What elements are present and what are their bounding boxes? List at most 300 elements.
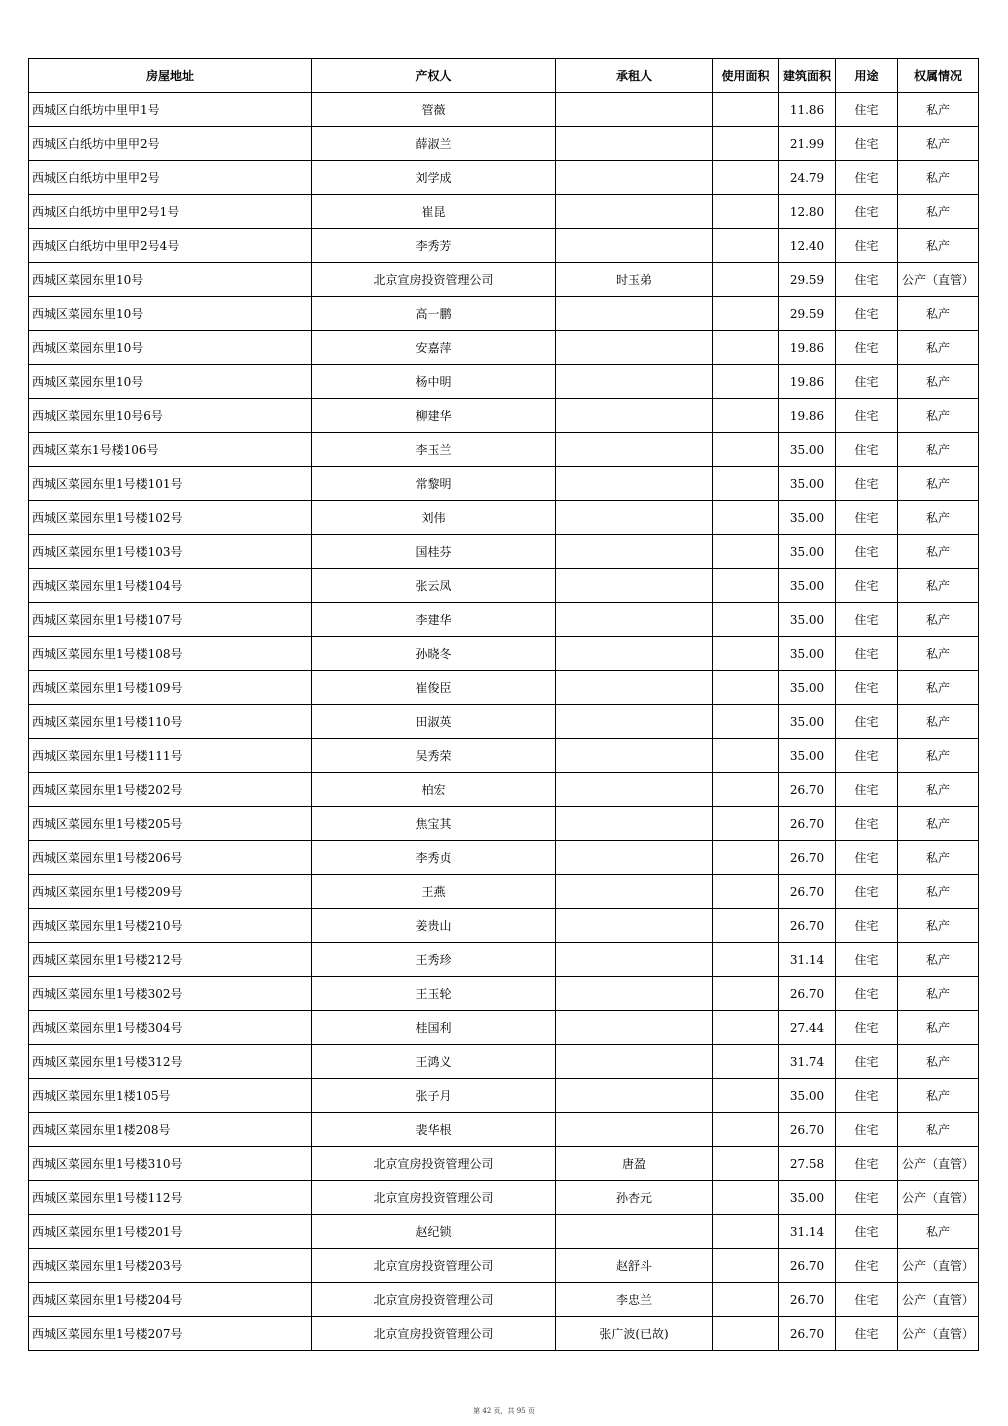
cell-tenant: [556, 365, 713, 399]
cell-building-area: 26.70: [779, 841, 836, 875]
cell-address: 西城区菜园东里1号楼209号: [29, 875, 312, 909]
cell-usage: 住宅: [836, 331, 898, 365]
cell-usage: 住宅: [836, 501, 898, 535]
cell-tenant: [556, 161, 713, 195]
cell-usage: 住宅: [836, 263, 898, 297]
cell-usable-area: [713, 1181, 779, 1215]
cell-building-area: 35.00: [779, 535, 836, 569]
cell-owner: 安嘉萍: [312, 331, 556, 365]
cell-building-area: 35.00: [779, 433, 836, 467]
cell-usable-area: [713, 1215, 779, 1249]
cell-usage: 住宅: [836, 807, 898, 841]
cell-tenant: [556, 1011, 713, 1045]
cell-building-area: 26.70: [779, 1249, 836, 1283]
cell-usable-area: [713, 297, 779, 331]
cell-usage: 住宅: [836, 467, 898, 501]
cell-owner: 桂国利: [312, 1011, 556, 1045]
cell-usage: 住宅: [836, 1215, 898, 1249]
cell-owner: 焦宝其: [312, 807, 556, 841]
table-row: [29, 331, 979, 365]
cell-owner: 北京宣房投资管理公司: [312, 1249, 556, 1283]
cell-address: 西城区菜园东里10号: [29, 297, 312, 331]
cell-usable-area: [713, 943, 779, 977]
table-row: [29, 569, 979, 603]
cell-building-area: 19.86: [779, 365, 836, 399]
cell-owner: 赵纪锁: [312, 1215, 556, 1249]
cell-ownership: 私产: [898, 229, 979, 263]
cell-usage: 住宅: [836, 1045, 898, 1079]
cell-tenant: 时玉弟: [556, 263, 713, 297]
cell-ownership: 私产: [898, 365, 979, 399]
cell-address: 西城区白纸坊中里甲2号4号: [29, 229, 312, 263]
cell-usable-area: [713, 569, 779, 603]
cell-owner: 张子月: [312, 1079, 556, 1113]
cell-tenant: 张广波(已故): [556, 1317, 713, 1351]
cell-address: 西城区白纸坊中里甲2号1号: [29, 195, 312, 229]
cell-usage: 住宅: [836, 1113, 898, 1147]
cell-usage: 住宅: [836, 1011, 898, 1045]
cell-tenant: [556, 1045, 713, 1079]
cell-usable-area: [713, 773, 779, 807]
cell-usable-area: [713, 1045, 779, 1079]
header-building-area: 建筑面积: [779, 59, 836, 93]
cell-owner: 刘学成: [312, 161, 556, 195]
table-row: [29, 399, 979, 433]
cell-usage: 住宅: [836, 161, 898, 195]
cell-ownership: 公产（直管）: [898, 263, 979, 297]
cell-address: 西城区菜园东里1号楼310号: [29, 1147, 312, 1181]
cell-owner: 管薇: [312, 93, 556, 127]
table-row: [29, 637, 979, 671]
cell-ownership: 私产: [898, 1113, 979, 1147]
cell-building-area: 31.74: [779, 1045, 836, 1079]
cell-tenant: 李忠兰: [556, 1283, 713, 1317]
cell-owner: 吴秀荣: [312, 739, 556, 773]
cell-address: 西城区菜园东里1号楼101号: [29, 467, 312, 501]
cell-building-area: 35.00: [779, 671, 836, 705]
cell-usage: 住宅: [836, 671, 898, 705]
cell-tenant: [556, 739, 713, 773]
cell-usage: 住宅: [836, 1283, 898, 1317]
cell-usable-area: [713, 1113, 779, 1147]
header-owner: 产权人: [312, 59, 556, 93]
table-row: [29, 1181, 979, 1215]
cell-owner: 崔昆: [312, 195, 556, 229]
table-row: [29, 161, 979, 195]
cell-building-area: 26.70: [779, 875, 836, 909]
cell-tenant: [556, 705, 713, 739]
cell-address: 西城区菜园东里10号: [29, 331, 312, 365]
cell-address: 西城区菜园东里1号楼304号: [29, 1011, 312, 1045]
cell-ownership: 私产: [898, 127, 979, 161]
cell-usage: 住宅: [836, 943, 898, 977]
cell-building-area: 27.44: [779, 1011, 836, 1045]
cell-tenant: [556, 1079, 713, 1113]
cell-address: 西城区菜园东里1号楼203号: [29, 1249, 312, 1283]
cell-tenant: [556, 195, 713, 229]
cell-address: 西城区菜园东里1号楼107号: [29, 603, 312, 637]
table-row: [29, 501, 979, 535]
cell-owner: 崔俊臣: [312, 671, 556, 705]
table-row: [29, 467, 979, 501]
cell-ownership: 私产: [898, 1045, 979, 1079]
cell-usage: 住宅: [836, 365, 898, 399]
cell-tenant: [556, 467, 713, 501]
cell-usage: 住宅: [836, 909, 898, 943]
cell-usage: 住宅: [836, 229, 898, 263]
cell-owner: 王鸿义: [312, 1045, 556, 1079]
table-row: [29, 297, 979, 331]
property-table: [28, 58, 979, 1351]
cell-tenant: [556, 773, 713, 807]
cell-usable-area: [713, 535, 779, 569]
table-row: [29, 705, 979, 739]
cell-usage: 住宅: [836, 705, 898, 739]
cell-address: 西城区菜园东里1号楼102号: [29, 501, 312, 535]
table-row: [29, 1317, 979, 1351]
cell-building-area: 26.70: [779, 773, 836, 807]
cell-address: 西城区菜园东里1楼105号: [29, 1079, 312, 1113]
cell-usable-area: [713, 875, 779, 909]
table-row: [29, 773, 979, 807]
cell-building-area: 35.00: [779, 467, 836, 501]
cell-tenant: [556, 977, 713, 1011]
cell-owner: 北京宣房投资管理公司: [312, 263, 556, 297]
cell-address: 西城区菜园东里1号楼202号: [29, 773, 312, 807]
cell-tenant: [556, 909, 713, 943]
cell-owner: 北京宣房投资管理公司: [312, 1283, 556, 1317]
cell-address: 西城区菜园东里1号楼207号: [29, 1317, 312, 1351]
cell-building-area: 31.14: [779, 1215, 836, 1249]
cell-ownership: 公产（直管）: [898, 1283, 979, 1317]
cell-tenant: [556, 127, 713, 161]
cell-usable-area: [713, 365, 779, 399]
cell-building-area: 35.00: [779, 501, 836, 535]
cell-building-area: 12.40: [779, 229, 836, 263]
cell-building-area: 35.00: [779, 1079, 836, 1113]
table-row: [29, 433, 979, 467]
cell-usable-area: [713, 93, 779, 127]
cell-usage: 住宅: [836, 637, 898, 671]
cell-address: 西城区白纸坊中里甲2号: [29, 127, 312, 161]
cell-address: 西城区菜园东里1号楼111号: [29, 739, 312, 773]
table-row: [29, 263, 979, 297]
cell-usable-area: [713, 1147, 779, 1181]
cell-ownership: 私产: [898, 195, 979, 229]
cell-tenant: [556, 569, 713, 603]
cell-usable-area: [713, 263, 779, 297]
cell-usable-area: [713, 1283, 779, 1317]
cell-owner: 北京宣房投资管理公司: [312, 1181, 556, 1215]
cell-usable-area: [713, 603, 779, 637]
cell-building-area: 29.59: [779, 263, 836, 297]
table-row: [29, 909, 979, 943]
cell-usable-area: [713, 1079, 779, 1113]
cell-ownership: 私产: [898, 739, 979, 773]
cell-usable-area: [713, 501, 779, 535]
cell-owner: 李秀贞: [312, 841, 556, 875]
cell-address: 西城区菜园东里1号楼212号: [29, 943, 312, 977]
table-row: [29, 535, 979, 569]
table-row: [29, 841, 979, 875]
cell-building-area: 26.70: [779, 977, 836, 1011]
cell-building-area: 12.80: [779, 195, 836, 229]
table-row: [29, 1215, 979, 1249]
cell-tenant: [556, 1113, 713, 1147]
cell-usage: 住宅: [836, 1317, 898, 1351]
header-usage: 用途: [836, 59, 898, 93]
cell-usable-area: [713, 127, 779, 161]
cell-ownership: 私产: [898, 1215, 979, 1249]
cell-tenant: [556, 1215, 713, 1249]
cell-usable-area: [713, 399, 779, 433]
cell-usable-area: [713, 705, 779, 739]
cell-tenant: [556, 93, 713, 127]
cell-usage: 住宅: [836, 977, 898, 1011]
cell-building-area: 26.70: [779, 807, 836, 841]
cell-owner: 李建华: [312, 603, 556, 637]
cell-building-area: 26.70: [779, 1317, 836, 1351]
table-row: [29, 1045, 979, 1079]
table-row: [29, 1113, 979, 1147]
cell-building-area: 21.99: [779, 127, 836, 161]
table-row: [29, 93, 979, 127]
cell-ownership: 私产: [898, 569, 979, 603]
cell-ownership: 公产（直管）: [898, 1249, 979, 1283]
cell-owner: 薛淑兰: [312, 127, 556, 161]
cell-building-area: 35.00: [779, 569, 836, 603]
header-ownership: 权属情况: [898, 59, 979, 93]
cell-usable-area: [713, 977, 779, 1011]
cell-usage: 住宅: [836, 1249, 898, 1283]
cell-tenant: [556, 331, 713, 365]
cell-tenant: [556, 841, 713, 875]
table-row: [29, 229, 979, 263]
cell-ownership: 私产: [898, 875, 979, 909]
cell-ownership: 私产: [898, 399, 979, 433]
cell-usable-area: [713, 841, 779, 875]
cell-usage: 住宅: [836, 297, 898, 331]
cell-address: 西城区菜园东里1楼208号: [29, 1113, 312, 1147]
cell-usage: 住宅: [836, 93, 898, 127]
cell-ownership: 私产: [898, 161, 979, 195]
cell-building-area: 29.59: [779, 297, 836, 331]
table-row: [29, 365, 979, 399]
cell-building-area: 35.00: [779, 1181, 836, 1215]
cell-usable-area: [713, 1249, 779, 1283]
cell-ownership: 公产（直管）: [898, 1181, 979, 1215]
cell-owner: 孙晓冬: [312, 637, 556, 671]
cell-building-area: 26.70: [779, 909, 836, 943]
table-row: [29, 875, 979, 909]
cell-usage: 住宅: [836, 773, 898, 807]
header-address: 房屋地址: [29, 59, 312, 93]
cell-owner: 王燕: [312, 875, 556, 909]
cell-ownership: 公产（直管）: [898, 1147, 979, 1181]
cell-ownership: 私产: [898, 841, 979, 875]
cell-address: 西城区菜园东里1号楼110号: [29, 705, 312, 739]
cell-address: 西城区菜园东里1号楼302号: [29, 977, 312, 1011]
cell-tenant: [556, 433, 713, 467]
cell-tenant: [556, 501, 713, 535]
cell-usable-area: [713, 671, 779, 705]
cell-usage: 住宅: [836, 569, 898, 603]
cell-owner: 杨中明: [312, 365, 556, 399]
cell-owner: 高一鹏: [312, 297, 556, 331]
cell-ownership: 私产: [898, 501, 979, 535]
cell-ownership: 私产: [898, 773, 979, 807]
cell-owner: 刘伟: [312, 501, 556, 535]
cell-ownership: 私产: [898, 467, 979, 501]
cell-tenant: [556, 875, 713, 909]
cell-tenant: [556, 229, 713, 263]
cell-owner: 姜贵山: [312, 909, 556, 943]
cell-tenant: [556, 807, 713, 841]
cell-usable-area: [713, 739, 779, 773]
cell-usage: 住宅: [836, 1079, 898, 1113]
cell-building-area: 31.14: [779, 943, 836, 977]
cell-ownership: 私产: [898, 671, 979, 705]
cell-owner: 常黎明: [312, 467, 556, 501]
cell-address: 西城区菜园东里1号楼103号: [29, 535, 312, 569]
cell-usable-area: [713, 1317, 779, 1351]
cell-address: 西城区菜园东里10号: [29, 263, 312, 297]
table-row: [29, 603, 979, 637]
cell-address: 西城区菜园东里1号楼204号: [29, 1283, 312, 1317]
cell-ownership: 私产: [898, 705, 979, 739]
header-usable-area: 使用面积: [713, 59, 779, 93]
table-row: [29, 1011, 979, 1045]
table-row: [29, 1249, 979, 1283]
cell-usage: 住宅: [836, 535, 898, 569]
cell-address: 西城区菜园东里1号楼210号: [29, 909, 312, 943]
cell-owner: 王秀珍: [312, 943, 556, 977]
cell-building-area: 19.86: [779, 331, 836, 365]
cell-address: 西城区菜园东里1号楼104号: [29, 569, 312, 603]
cell-usable-area: [713, 467, 779, 501]
cell-ownership: 私产: [898, 637, 979, 671]
cell-usable-area: [713, 229, 779, 263]
cell-owner: 王玉轮: [312, 977, 556, 1011]
table-row: [29, 1147, 979, 1181]
cell-building-area: 35.00: [779, 637, 836, 671]
cell-address: 西城区菜园东里1号楼112号: [29, 1181, 312, 1215]
table-row: [29, 1283, 979, 1317]
cell-ownership: 私产: [898, 93, 979, 127]
cell-owner: 北京宣房投资管理公司: [312, 1147, 556, 1181]
cell-usable-area: [713, 161, 779, 195]
cell-building-area: 11.86: [779, 93, 836, 127]
cell-ownership: 私产: [898, 943, 979, 977]
cell-building-area: 26.70: [779, 1283, 836, 1317]
cell-usage: 住宅: [836, 195, 898, 229]
cell-usable-area: [713, 331, 779, 365]
cell-ownership: 私产: [898, 603, 979, 637]
cell-ownership: 私产: [898, 1011, 979, 1045]
cell-usage: 住宅: [836, 603, 898, 637]
cell-tenant: [556, 399, 713, 433]
table-row: [29, 739, 979, 773]
cell-address: 西城区白纸坊中里甲2号: [29, 161, 312, 195]
cell-owner: 田淑英: [312, 705, 556, 739]
cell-usage: 住宅: [836, 739, 898, 773]
page-footer: 第 42 页，共 95 页: [473, 1407, 535, 1415]
cell-usage: 住宅: [836, 1147, 898, 1181]
cell-tenant: [556, 535, 713, 569]
cell-usable-area: [713, 909, 779, 943]
cell-ownership: 私产: [898, 807, 979, 841]
cell-building-area: 35.00: [779, 603, 836, 637]
cell-address: 西城区菜园东里1号楼109号: [29, 671, 312, 705]
cell-tenant: [556, 297, 713, 331]
cell-owner: 柏宏: [312, 773, 556, 807]
cell-address: 西城区菜园东里1号楼312号: [29, 1045, 312, 1079]
table-row: [29, 943, 979, 977]
cell-tenant: [556, 603, 713, 637]
cell-building-area: 27.58: [779, 1147, 836, 1181]
cell-address: 西城区菜东1号楼106号: [29, 433, 312, 467]
cell-owner: 张云凤: [312, 569, 556, 603]
cell-usable-area: [713, 637, 779, 671]
table-row: [29, 195, 979, 229]
cell-usage: 住宅: [836, 841, 898, 875]
cell-ownership: 私产: [898, 977, 979, 1011]
cell-owner: 北京宣房投资管理公司: [312, 1317, 556, 1351]
cell-owner: 李玉兰: [312, 433, 556, 467]
cell-usable-area: [713, 195, 779, 229]
table-row: [29, 1079, 979, 1113]
header-tenant: 承租人: [556, 59, 713, 93]
cell-ownership: 私产: [898, 297, 979, 331]
cell-tenant: 孙杏元: [556, 1181, 713, 1215]
cell-address: 西城区白纸坊中里甲1号: [29, 93, 312, 127]
cell-tenant: [556, 943, 713, 977]
cell-building-area: 35.00: [779, 739, 836, 773]
cell-ownership: 私产: [898, 331, 979, 365]
cell-address: 西城区菜园东里10号: [29, 365, 312, 399]
cell-owner: 国桂芬: [312, 535, 556, 569]
cell-ownership: 私产: [898, 535, 979, 569]
cell-usage: 住宅: [836, 399, 898, 433]
table-row: [29, 807, 979, 841]
cell-building-area: 24.79: [779, 161, 836, 195]
cell-owner: 柳建华: [312, 399, 556, 433]
cell-tenant: [556, 637, 713, 671]
cell-usage: 住宅: [836, 875, 898, 909]
cell-tenant: 赵舒斗: [556, 1249, 713, 1283]
table-row: [29, 977, 979, 1011]
table-row: [29, 671, 979, 705]
cell-address: 西城区菜园东里1号楼205号: [29, 807, 312, 841]
cell-owner: 裴华根: [312, 1113, 556, 1147]
cell-usable-area: [713, 1011, 779, 1045]
cell-building-area: 35.00: [779, 705, 836, 739]
table-row: [29, 127, 979, 161]
cell-building-area: 26.70: [779, 1113, 836, 1147]
cell-address: 西城区菜园东里10号6号: [29, 399, 312, 433]
cell-tenant: [556, 671, 713, 705]
cell-usable-area: [713, 807, 779, 841]
cell-usable-area: [713, 433, 779, 467]
cell-owner: 李秀芳: [312, 229, 556, 263]
cell-usage: 住宅: [836, 127, 898, 161]
cell-usage: 住宅: [836, 433, 898, 467]
cell-ownership: 私产: [898, 433, 979, 467]
cell-ownership: 公产（直管）: [898, 1317, 979, 1351]
cell-address: 西城区菜园东里1号楼108号: [29, 637, 312, 671]
cell-ownership: 私产: [898, 909, 979, 943]
cell-building-area: 19.86: [779, 399, 836, 433]
